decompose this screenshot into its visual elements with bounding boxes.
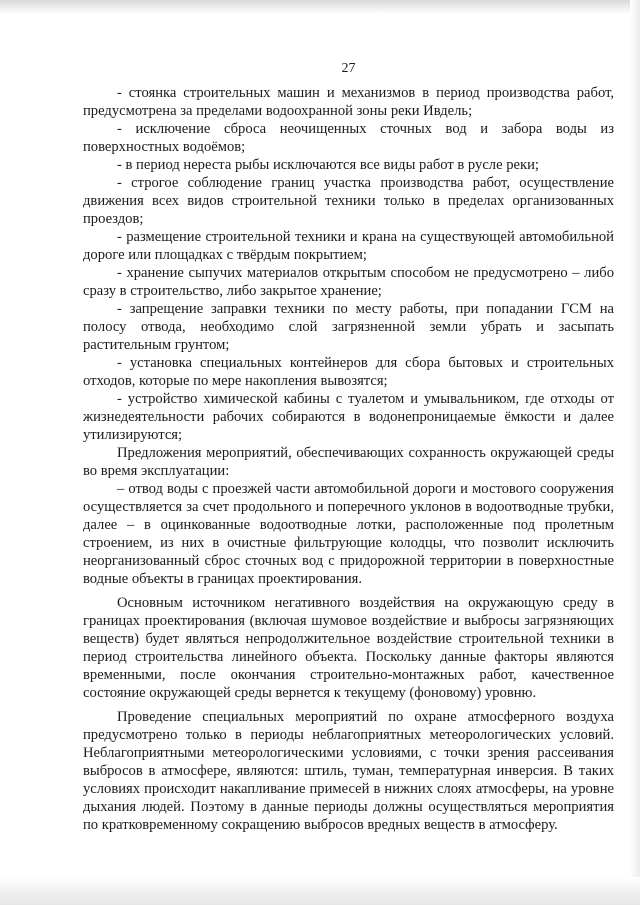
paragraph-operation-proposals: Предложения мероприятий, обеспечивающих сохранность окружающей среды во время эксплуатации:: [83, 445, 614, 479]
list-item-waste-containers: - установка специальных контейнеров для сбора бытовых и строительных отходов, которые по мере накопления вывозятся;: [83, 355, 614, 389]
scan-shadow-top: [0, 0, 640, 14]
document-page: [83, 60, 614, 834]
list-item-spawning-restriction: - в период нереста рыбы исключаются все виды работ в русле реки;: [117, 157, 539, 173]
paragraph-water-drainage: – отвод воды с проезжей части автомобильной дороги и мостового сооружения осуществляется за счет продольного и поперечного уклонов в водоотводные трубки, далее – в оцинкованные водоотводные лотки, расположенные под пролетным строением, из них в очистные фильтрующие колодцы, что позволит исключить неорганизованный сброс сточных вод с придорожной территории в поверхностные водные объекты в границах проектирования.: [83, 481, 614, 587]
paragraph-negative-impact: Основным источником негативного воздействия на окружающую среду в границах проектирования (включая шумовое воздействие и выбросы загрязняющих веществ) будет являться непродолжительное воздействие строительной техники в период строительства линейного объекта. Поскольку данные факторы являются временными, после окончания строительно-монтажных работ, качественное состояние окружающей среды вернется к текущему (фоновому) уровню.: [83, 595, 614, 701]
paragraph-air-protection: Проведение специальных мероприятий по охране атмосферного воздуха предусмотрено только в периоды неблагоприятных метеорологических условий. Неблагоприятными метеорологическими условиями, с точки зрения рассеивания выбросов в атмосфере, являются: штиль, туман, температурная инверсия. В таких условиях происходит накапливание примесей в нижних слоях атмосферы, на уровне дыхания людей. Поэтому в данные периоды должны осуществляться мероприятия по кратковременному сокращению выбросов вредных веществ в атмосферу.: [83, 709, 614, 833]
scan-shadow-right: [630, 0, 640, 905]
list-item-work-boundaries: - строгое соблюдение границ участка производства работ, осуществление движения всех видов строительной техники только в пределах организованных проездов;: [83, 175, 614, 227]
list-item-machinery-parking: - стоянка строительных машин и механизмов в период производства работ, предусмотрена за пределами водоохранной зоны реки Ивдель;: [83, 85, 614, 119]
list-item-chemical-toilet: - устройство химической кабины с туалетом и умывальником, где отходы от жизнедеятельности рабочих собираются в водонепроницаемые ёмкости и далее утилизируются;: [83, 391, 614, 443]
list-item-refueling-ban: - запрещение заправки техники по месту работы, при попадании ГСМ на полосу отвода, необходимо слой загрязненной земли убрать и засыпать растительным грунтом;: [83, 301, 614, 353]
list-item-bulk-materials-storage: - хранение сыпучих материалов открытым способом не предусмотрено – либо сразу в строительство, либо закрытое хранение;: [83, 265, 614, 299]
page-number: 27: [341, 61, 356, 76]
scan-shadow-bottom: [0, 877, 640, 905]
list-item-no-wastewater-discharge: - исключение сброса неочищенных сточных вод и забора воды из поверхностных водоёмов;: [83, 121, 614, 155]
list-item-equipment-placement: - размещение строительной техники и крана на существующей автомобильной дороге или площадках с твёрдым покрытием;: [83, 229, 614, 263]
